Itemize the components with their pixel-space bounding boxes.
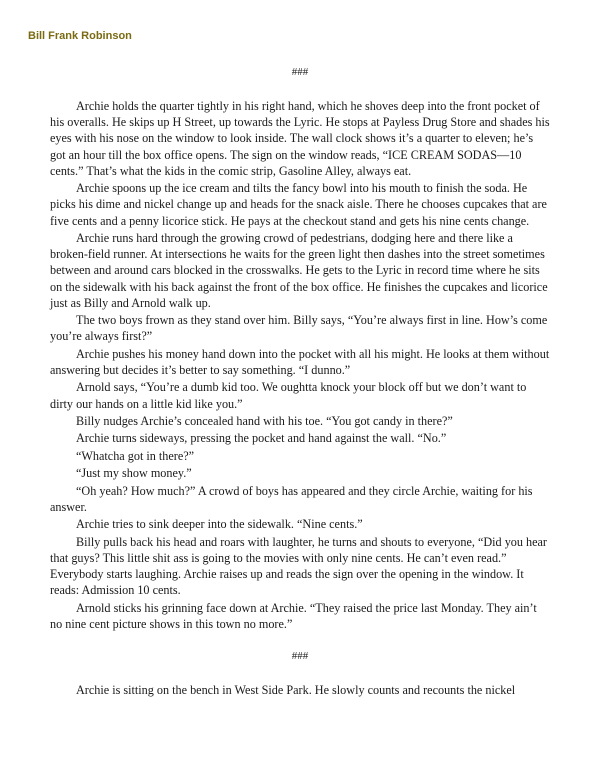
section-separator: ###: [291, 650, 309, 662]
story-text-continued: [50, 682, 550, 699]
paragraph: “Just my show money.”: [76, 466, 192, 481]
paragraph: Archie holds the quarter tightly in his right hand, which he shoves deep into the front pocket of his overalls. He skips up H Street, up towards the Lyric. He stops at Payless Drug Store and shades his eyes with his nose on the window to look inside. The wall clock shows it’s a quarter to eleven; he’s got an hour till the box office opens. The sign on the window reads, “ICE CREAM SODAS—10 cents.” That’s what the kids in the comic strip, Gasoline Alley, always eat.: [50, 99, 550, 178]
paragraph: Archie tries to sink deeper into the sidewalk. “Nine cents.”: [76, 517, 363, 532]
story-text: [50, 98, 550, 633]
paragraph: Arnold sticks his grinning face down at Archie. “They raised the price last Monday. They ain’t no nine cent picture shows in this town no more.”: [50, 600, 537, 631]
paragraph: Billy pulls back his head and roars with laughter, he turns and shouts to everyone, “Did you hear that guys? This little shit ass is going to the movies with only nine cents. He can’t even read.” Everybody starts laughing. Archie raises up and reads the sign over the opening in the window. It reads: Admission 10 cents.: [50, 534, 547, 598]
paragraph: Archie turns sideways, pressing the pocket and hand against the wall. “No.”: [76, 431, 447, 446]
paragraph: Archie is sitting on the bench in West Side Park. He slowly counts and recounts the nickel: [76, 683, 516, 697]
paragraph: Billy nudges Archie’s concealed hand with his toe. “You got candy in there?”: [76, 413, 453, 428]
paragraph: Archie pushes his money hand down into the pocket with all his might. He looks at them without answering but decides it’s better to say something. “I dunno.”: [50, 346, 550, 377]
paragraph: Archie spoons up the ice cream and tilts the fancy bowl into his mouth to finish the soda. He picks his dime and nickel change up and heads for the snack aisle. There he chooses cupcakes that are five cents and a penny licorice stick. He pays at the checkout stand and gets his nine cents change.: [50, 181, 547, 228]
paragraph: Arnold says, “You’re a dumb kid too. We oughtta knock your block off but we don’t want to dirty our hands on a little kid like you.”: [50, 380, 527, 411]
paragraph: “Oh yeah? How much?” A crowd of boys has appeared and they circle Archie, waiting for his answer.: [50, 483, 533, 514]
author-header: Bill Frank Robinson: [28, 30, 132, 42]
section-separator: ###: [291, 66, 309, 78]
paragraph: “Whatcha got in there?”: [76, 448, 195, 463]
paragraph: The two boys frown as they stand over him. Billy says, “You’re always first in line. How’s come you’re always first?”: [50, 313, 548, 344]
paragraph: Archie runs hard through the growing crowd of pedestrians, dodging here and there like a broken-field runner. At intersections he waits for the green light then dashes into the street sometimes between and around cars blocked in the crosswalks. He gets to the Lyric in record time where he sits on the sidewalk with his back against the front of the box office. He finishes the cupcakes and licorice just as Billy and Arnold walk up.: [50, 231, 548, 310]
